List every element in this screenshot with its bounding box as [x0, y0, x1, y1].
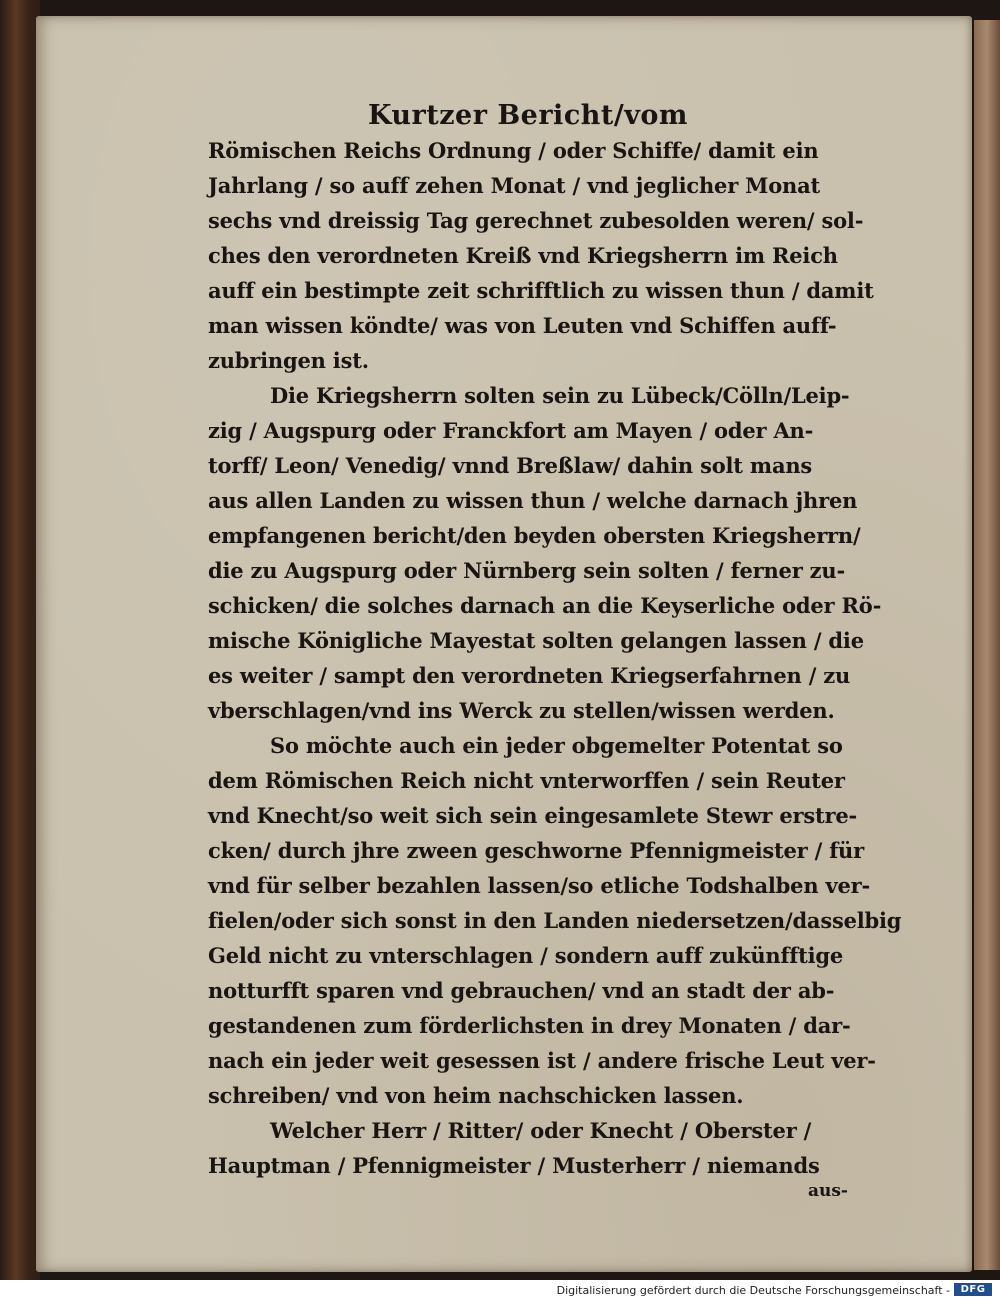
book-spine-edge [0, 0, 40, 1280]
running-head: Kurtzer Bericht/vom [368, 100, 688, 131]
text-line: Welcher Herr / Ritter/ oder Knecht / Oberster / [270, 1118, 812, 1143]
text-line: Jahrlang / so auff zehen Monat / vnd jeglicher Monat [208, 173, 820, 198]
text-line: schicken/ die solches darnach an die Keyserliche oder Rö- [208, 593, 882, 618]
text-line: dem Römischen Reich nicht vnterworffen / sein Reuter [208, 768, 845, 793]
text-line: schreiben/ vnd von heim nachschicken lassen. [208, 1083, 744, 1108]
text-line: Römischen Reichs Ordnung / oder Schiffe/ damit ein [208, 138, 819, 163]
footer [0, 1280, 1000, 1300]
funding-note: Digitalisierung gefördert durch die Deutsche Forschungsgemeinschaft - [556, 1284, 950, 1297]
dfg-logo: DFG [954, 1283, 992, 1296]
text-line: vberschlagen/vnd ins Werck zu stellen/wissen werden. [208, 698, 835, 723]
text-block [208, 100, 902, 1201]
text-line: man wissen köndte/ was von Leuten vnd Schiffen auff- [208, 313, 837, 338]
text-line: fielen/oder sich sonst in den Landen niedersetzen/dasselbig [208, 908, 902, 933]
text-line: gestandenen zum förderlichsten in drey Monaten / dar- [208, 1013, 851, 1038]
page-edge-strip [974, 20, 1000, 1270]
catchword: aus- [807, 1181, 848, 1201]
text-lines [208, 133, 902, 1183]
text-line: ches den verordneten Kreiß vnd Kriegsherrn im Reich [208, 243, 838, 268]
text-line: es weiter / sampt den verordneten Kriegserfahrnen / zu [208, 663, 851, 688]
text-line: die zu Augspurg oder Nürnberg sein solten / ferner zu- [208, 558, 845, 583]
text-line: So möchte auch ein jeder obgemelter Potentat so [270, 733, 843, 758]
text-line: nach ein jeder weit gesessen ist / andere frische Leut ver- [208, 1048, 876, 1073]
text-line: torff/ Leon/ Venedig/ vnnd Breßlaw/ dahin solt mans [208, 453, 813, 478]
text-line: zubringen ist. [208, 348, 369, 373]
text-line: notturfft sparen vnd gebrauchen/ vnd an stadt der ab- [208, 978, 835, 1003]
text-line: Die Kriegsherrn solten sein zu Lübeck/Cölln/Leip- [270, 383, 850, 408]
text-line: Geld nicht zu vnterschlagen / sondern auff zukünfftige [208, 943, 844, 968]
text-line: sechs vnd dreissig Tag gerechnet zubesolden weren/ sol- [208, 208, 864, 233]
text-line: Hauptman / Pfennigmeister / Musterherr / niemands [208, 1153, 820, 1178]
text-line: auff ein bestimpte zeit schrifftlich zu wissen thun / damit [208, 278, 874, 303]
text-line: aus allen Landen zu wissen thun / welche darnach jhren [208, 488, 858, 513]
text-line: zig / Augspurg oder Franckfort am Mayen / oder An- [208, 418, 814, 443]
text-line: mische Königliche Mayestat solten gelangen lassen / die [208, 628, 864, 653]
text-line: vnd für selber bezahlen lassen/so etliche Todshalben ver- [208, 873, 871, 898]
text-line: cken/ durch jhre zween geschworne Pfennigmeister / für [208, 838, 864, 863]
text-line: empfangenen bericht/den beyden obersten Kriegsherrn/ [208, 523, 861, 548]
text-line: vnd Knecht/so weit sich sein eingesamlete Stewr erstre- [208, 803, 858, 828]
